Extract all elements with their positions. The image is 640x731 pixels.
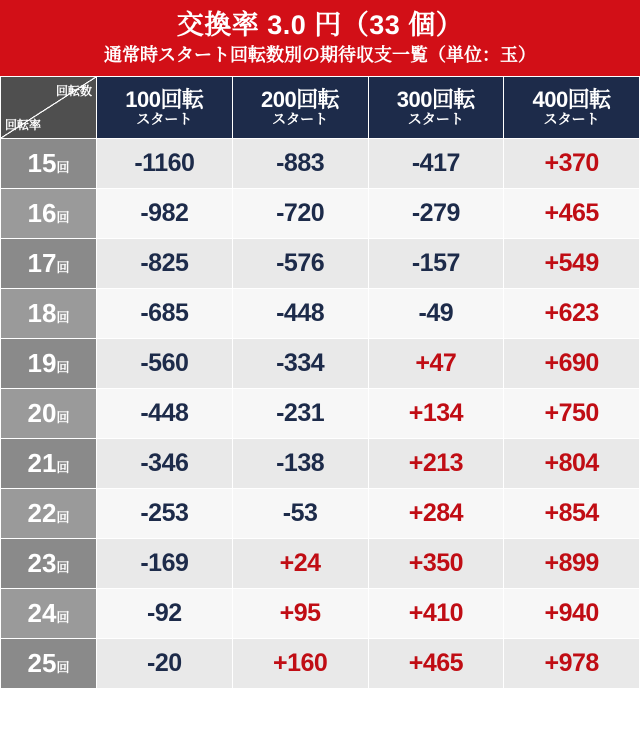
column-header-300-sub: スタート	[407, 111, 464, 128]
cell-16-300: -279	[368, 189, 504, 239]
row-header-23	[1, 539, 97, 589]
row-header-17-unit: 回	[56, 260, 70, 275]
cell-18-400: +623	[504, 289, 640, 339]
table-row	[1, 289, 640, 339]
cell-25-100: -20	[97, 639, 233, 689]
row-header-19	[1, 339, 97, 389]
row-header-25	[1, 639, 97, 689]
cell-24-400: +940	[504, 589, 640, 639]
cell-25-300: +465	[368, 639, 504, 689]
cell-24-200: +95	[232, 589, 368, 639]
cell-22-400: +854	[504, 489, 640, 539]
cell-21-400: +804	[504, 439, 640, 489]
cell-19-200: -334	[232, 339, 368, 389]
cell-17-200: -576	[232, 239, 368, 289]
cell-16-200: -720	[232, 189, 368, 239]
table-header-row	[1, 77, 640, 139]
row-header-25-unit: 回	[56, 660, 70, 675]
row-header-15	[1, 139, 97, 189]
table-corner-cell	[1, 77, 97, 139]
row-header-20-unit: 回	[56, 410, 70, 425]
cell-23-100: -169	[97, 539, 233, 589]
column-header-400-title: 400回転	[532, 87, 611, 113]
column-header-200	[232, 77, 368, 139]
column-header-200-sub: スタート	[272, 111, 329, 128]
row-header-19-unit: 回	[56, 360, 70, 375]
corner-bottom-label: 回転率	[5, 118, 42, 132]
table-body	[1, 139, 640, 689]
row-header-16	[1, 189, 97, 239]
row-header-21-unit: 回	[56, 460, 70, 475]
cell-22-200: -53	[232, 489, 368, 539]
cell-15-100: -1160	[97, 139, 233, 189]
table-row	[1, 639, 640, 689]
row-header-24-value: 24	[27, 598, 57, 628]
row-header-24	[1, 589, 97, 639]
row-header-23-value: 23	[27, 548, 57, 578]
row-header-15-unit: 回	[56, 160, 70, 175]
table-row	[1, 339, 640, 389]
row-header-25-value: 25	[27, 648, 57, 678]
row-header-18-value: 18	[27, 298, 57, 328]
cell-18-100: -685	[97, 289, 233, 339]
cell-21-200: -138	[232, 439, 368, 489]
table-row	[1, 439, 640, 489]
row-header-22-unit: 回	[56, 510, 70, 525]
cell-22-300: +284	[368, 489, 504, 539]
cell-20-400: +750	[504, 389, 640, 439]
expected-balance-table	[0, 76, 640, 689]
row-header-23-unit: 回	[56, 560, 70, 575]
cell-21-100: -346	[97, 439, 233, 489]
cell-24-300: +410	[368, 589, 504, 639]
corner-top-label: 回転数	[55, 84, 92, 98]
cell-23-400: +899	[504, 539, 640, 589]
page-subtitle: 通常時スタート回転数別の期待収支一覧（単位：玉）	[104, 45, 536, 65]
row-header-19-value: 19	[27, 348, 57, 378]
row-header-16-value: 16	[27, 198, 57, 228]
row-header-22	[1, 489, 97, 539]
cell-23-200: +24	[232, 539, 368, 589]
column-header-400-sub: スタート	[543, 111, 600, 128]
cell-16-100: -982	[97, 189, 233, 239]
table-row	[1, 389, 640, 439]
cell-20-200: -231	[232, 389, 368, 439]
cell-21-300: +213	[368, 439, 504, 489]
column-header-100	[97, 77, 233, 139]
cell-15-200: -883	[232, 139, 368, 189]
table-row	[1, 539, 640, 589]
cell-16-400: +465	[504, 189, 640, 239]
cell-17-300: -157	[368, 239, 504, 289]
row-header-18	[1, 289, 97, 339]
cell-15-400: +370	[504, 139, 640, 189]
table-row	[1, 189, 640, 239]
table-row	[1, 589, 640, 639]
row-header-17-value: 17	[27, 248, 57, 278]
cell-25-400: +978	[504, 639, 640, 689]
column-header-200-title: 200回転	[261, 87, 340, 113]
cell-19-100: -560	[97, 339, 233, 389]
cell-22-100: -253	[97, 489, 233, 539]
row-header-22-value: 22	[27, 498, 57, 528]
row-header-21	[1, 439, 97, 489]
table-row	[1, 489, 640, 539]
cell-18-200: -448	[232, 289, 368, 339]
column-header-300-title: 300回転	[396, 87, 475, 113]
column-header-100-sub: スタート	[136, 111, 193, 128]
page-header	[0, 0, 640, 76]
cell-20-100: -448	[97, 389, 233, 439]
row-header-18-unit: 回	[56, 310, 70, 325]
cell-18-300: -49	[368, 289, 504, 339]
cell-19-300: +47	[368, 339, 504, 389]
row-header-20	[1, 389, 97, 439]
cell-17-400: +549	[504, 239, 640, 289]
row-header-15-value: 15	[27, 148, 57, 178]
table-row	[1, 239, 640, 289]
cell-25-200: +160	[232, 639, 368, 689]
row-header-24-unit: 回	[56, 610, 70, 625]
table-row	[1, 139, 640, 189]
cell-23-300: +350	[368, 539, 504, 589]
row-header-21-value: 21	[27, 448, 57, 478]
column-header-300	[368, 77, 504, 139]
cell-20-300: +134	[368, 389, 504, 439]
column-header-400	[504, 77, 640, 139]
row-header-16-unit: 回	[56, 210, 70, 225]
row-header-17	[1, 239, 97, 289]
cell-15-300: -417	[368, 139, 504, 189]
page-title: 交換率 3.0 円（33 個）	[176, 10, 464, 40]
cell-17-100: -825	[97, 239, 233, 289]
row-header-20-value: 20	[27, 398, 57, 428]
cell-24-100: -92	[97, 589, 233, 639]
cell-19-400: +690	[504, 339, 640, 389]
column-header-100-title: 100回転	[125, 87, 204, 113]
